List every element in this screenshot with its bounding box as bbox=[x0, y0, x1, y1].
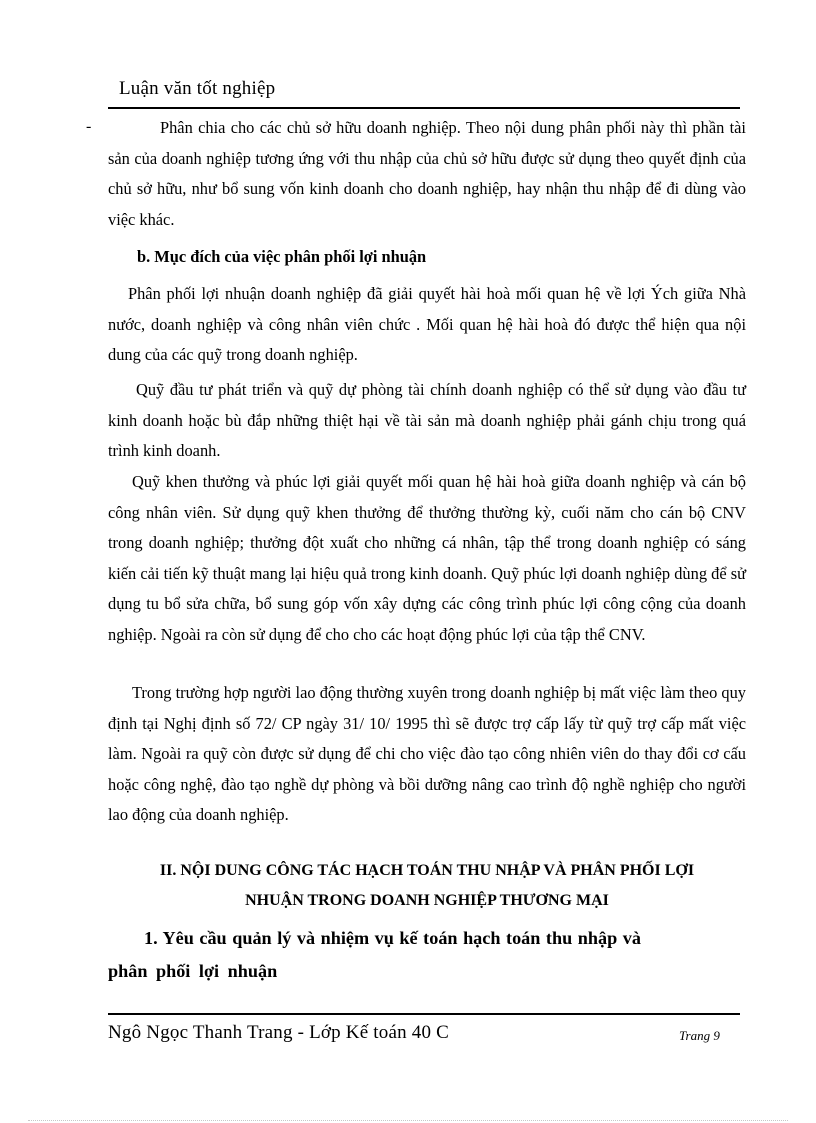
header-rule bbox=[108, 107, 740, 109]
section-heading-line-2: NHUẬN TRONG DOANH NGHIỆP THƯƠNG MẠI bbox=[245, 892, 609, 909]
header-title: Luận văn tốt nghiệp bbox=[119, 78, 276, 99]
paragraph-5-text: Trong trường hợp người lao động thường xuyên trong doanh nghiệp bị mất việc làm theo quy định tại Nghị định số 72/ CP ngày 31/ 10/ 1995 thì sẽ được trợ cấp lấy từ quỹ trợ cấp mất việc làm. Ngoài ra quỹ còn được sử dụng để chi cho việc đào tạo công nhiên viên do thay đổi cơ cấu hoặc công nghệ, đào tạo nghề dự phòng và bồi dưỡng nâng cao trình độ nghề nghiệp cho người lao động của doanh nghiệp. bbox=[108, 683, 746, 824]
paragraph-2 bbox=[108, 279, 746, 371]
page-number: Trang 9 bbox=[679, 1028, 720, 1043]
subheading-1-line-2: phân phối lợi nhuận bbox=[108, 961, 278, 981]
paragraph-5 bbox=[108, 678, 746, 831]
paragraph-1-text: Phân chia cho các chủ sở hữu doanh nghiệp. Theo nội dung phân phối này thì phần tài sản của doanh nghiệp tương ứng với thu nhập của chủ sở hữu được sử dụng theo quyết định của chủ sở hữu, như bổ sung vốn kinh doanh cho doanh nghiệp, hay nhận thu nhập để đi dùng vào việc khác. bbox=[108, 118, 746, 229]
page-edge-dots bbox=[28, 1120, 788, 1121]
subsection-heading-b: b. Mục đích của việc phân phối lợi nhuận bbox=[137, 247, 427, 266]
subheading-1 bbox=[108, 922, 746, 988]
section-heading bbox=[108, 856, 746, 916]
footer-rule bbox=[108, 1013, 740, 1015]
subheading-1-line-1: 1. Yêu cầu quản lý và nhiệm vụ kế toán hạch toán thu nhập và bbox=[144, 928, 641, 948]
section-heading-line-1: II. NỘI DUNG CÔNG TÁC HẠCH TOÁN THU NHẬP VÀ PHÂN PHỐI LỢI bbox=[159, 862, 695, 879]
paragraph-3-text: Quỹ đầu tư phát triển và quỹ dự phòng tài chính doanh nghiệp có thể sử dụng vào đầu tư kinh doanh hoặc bù đắp những thiệt hại về tài sản mà doanh nghiệp phải gánh chịu trong quá trình kinh doanh. bbox=[108, 380, 746, 460]
bullet-dash: - bbox=[86, 118, 92, 135]
paragraph-4 bbox=[108, 467, 746, 650]
paragraph-4-text: Quỹ khen thưởng và phúc lợi giải quyết mối quan hệ hài hoà giữa doanh nghiệp và cán bộ công nhân viên. Sử dụng quỹ khen thưởng để thưởng thường kỳ, cuối năm cho cán bộ CNV trong doanh nghiệp; thưởng đột xuất cho những cá nhân, tập thể trong doanh nghiệp có sáng kiến cải tiến kỹ thuật mang lại hiệu quả trong kinh doanh. Quỹ phúc lợi doanh nghiệp dùng để sử dụng tu bổ sửa chữa, bổ sung góp vốn xây dựng các công trình phúc lợi công cộng của doanh nghiệp. Ngoài ra còn sử dụng để cho cho các hoạt động phúc lợi của tập thể CNV. bbox=[108, 472, 746, 644]
paragraph-1 bbox=[108, 113, 746, 235]
paragraph-3 bbox=[108, 375, 746, 467]
footer-author: Ngô Ngọc Thanh Trang - Lớp Kế toán 40 C bbox=[108, 1022, 449, 1043]
paragraph-2-text: Phân phối lợi nhuận doanh nghiệp đã giải quyết hài hoà mối quan hệ về lợi Ých giữa Nhà nước, doanh nghiệp và công nhân viên chức . Mối quan hệ hài hoà đó được thể hiện qua nội dung của các quỹ trong doanh nghiệp. bbox=[108, 284, 746, 364]
